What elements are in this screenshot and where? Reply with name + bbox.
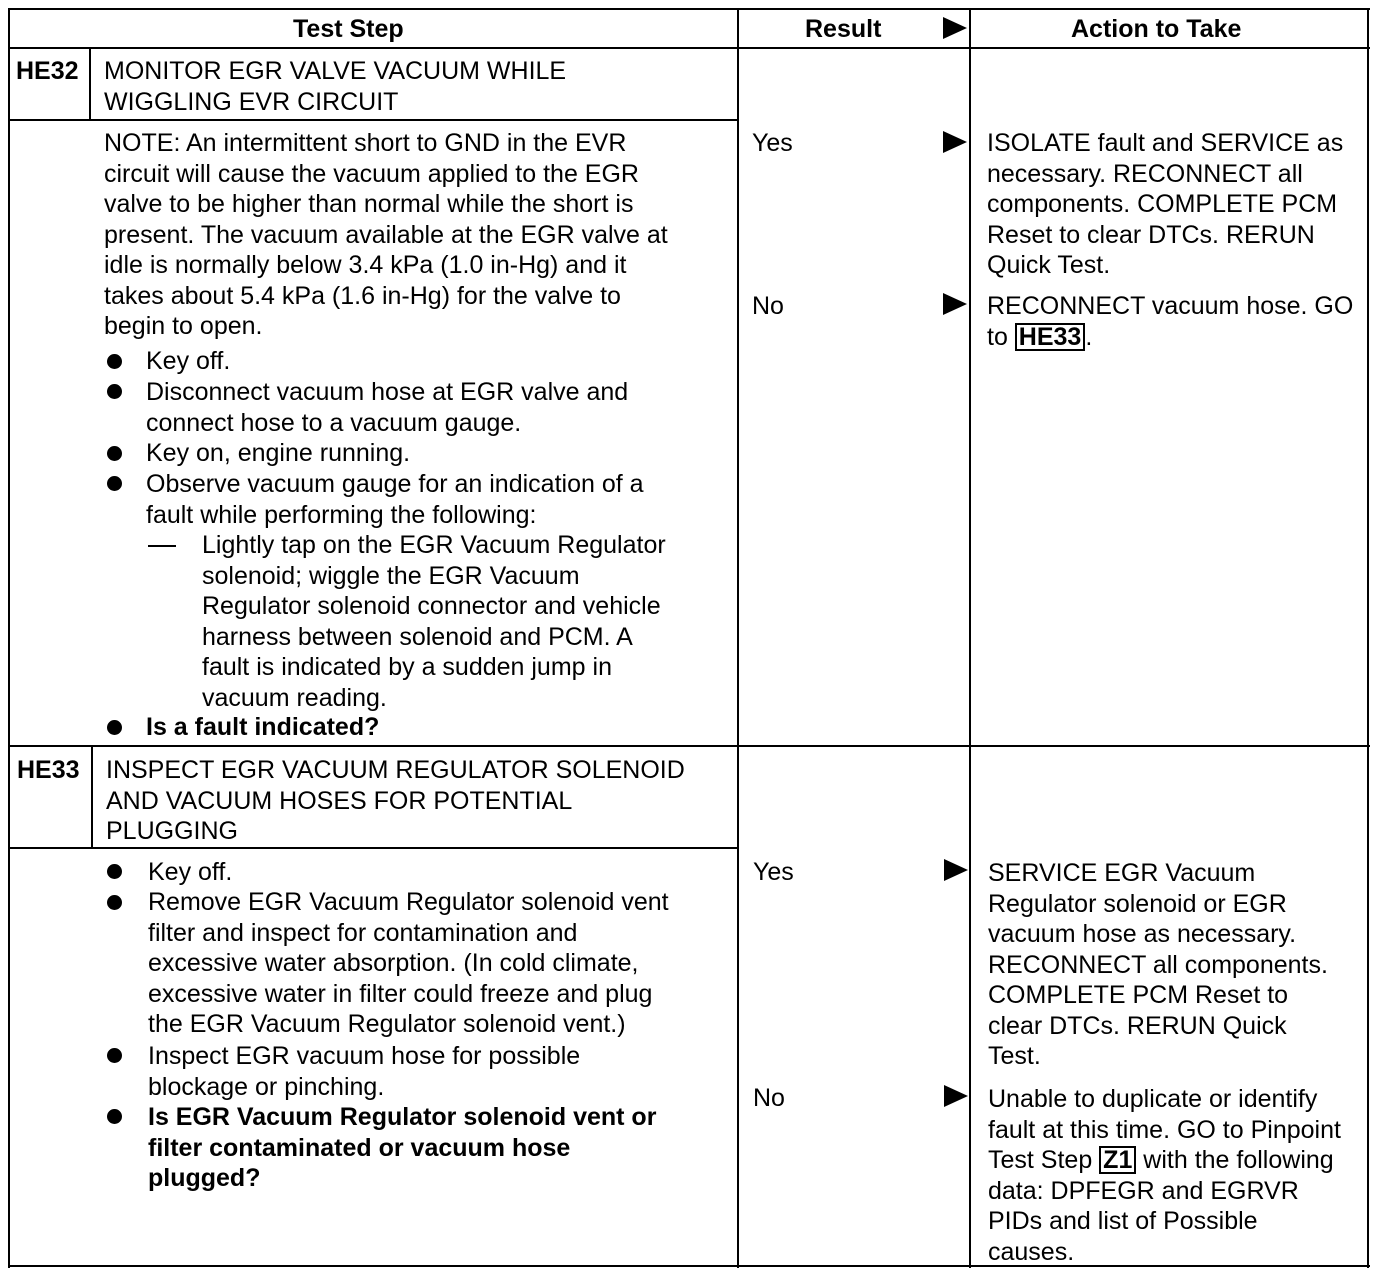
link-he33[interactable]: HE33 [1015,323,1086,351]
he33-title-line: INSPECT EGR VACUUM REGULATOR SOLENOID [106,756,685,784]
he32-bullet [146,469,644,530]
he33-question-line: Is EGR Vacuum Regulator solenoid vent or [148,1103,657,1131]
he32-question: Is a fault indicated? [146,713,380,741]
he32-note-line: present. The vacuum available at the EGR valve at [104,220,668,249]
he32-bullet-line: Observe vacuum gauge for an indication of a [146,470,644,498]
he32-sub-line: Lightly tap on the EGR Vacuum Regulator [202,531,666,559]
he33-result-yes: Yes [753,858,794,886]
he32-result-no: No [752,292,784,320]
result-arrow-icon [943,131,967,153]
he32-bullet [146,346,230,377]
he32-note [104,128,668,342]
dash-icon [148,545,176,547]
bullet-icon [107,720,122,735]
he33-yes-line: clear DTCs. RERUN Quick [988,1011,1287,1040]
he32-title-underline [8,119,738,121]
bullet-icon [107,1048,122,1063]
he33-bullet-line: Key off. [148,858,233,886]
he33-title-line: PLUGGING [106,817,238,845]
he33-no-line: PIDs and list of Possible [988,1207,1258,1235]
bullet-icon [107,354,122,369]
bullet-icon [107,864,122,879]
he32-note-line: NOTE: An intermittent short to GND in the EVR [104,129,627,157]
result-arrow-icon [944,859,968,881]
link-z1[interactable]: Z1 [1099,1146,1136,1174]
he33-no-line: data: DPFEGR and EGRVR [988,1176,1299,1205]
column-divider-result [737,8,739,1268]
result-arrow-icon [943,293,967,315]
he32-title [104,56,566,117]
he33-title-line: AND VACUUM HOSES FOR POTENTIAL [106,786,573,815]
table-border-right [1367,8,1369,1268]
he33-id-box-right [91,746,93,848]
bullet-icon [107,446,122,461]
he32-bullet-line: fault while performing the following: [146,500,537,529]
bullet-icon [107,384,122,399]
he33-bullet-line: Inspect EGR vacuum hose for possible [148,1042,581,1070]
he32-sub-line: Regulator solenoid connector and vehicle [202,592,661,620]
bullet-icon [107,895,122,910]
he33-no-pre: Test Step [988,1146,1100,1174]
he32-yes-line: Quick Test. [987,251,1111,279]
he32-yes-line: components. COMPLETE PCM [987,190,1338,218]
he33-bullet [148,1041,580,1102]
header-divider [8,47,1370,49]
he33-question [148,1102,656,1194]
he33-bullet-line: excessive water in filter could freeze and plug [148,979,653,1008]
he33-yes-line: Regulator solenoid or EGR [988,889,1287,918]
table-border-left [8,8,10,1268]
he32-sub-line: harness between solenoid and PCM. A [202,622,633,651]
he33-bullet-line: Remove EGR Vacuum Regulator solenoid vent [148,888,669,916]
he33-no-action [988,1084,1341,1267]
bullet-icon [107,1109,122,1124]
he33-bullet-line: filter and inspect for contamination and [148,918,578,947]
he32-title-line: WIGGLING EVR CIRCUIT [104,87,399,116]
step-divider [8,745,1370,747]
he32-no-action [987,291,1353,352]
he32-no-line [987,322,1353,353]
he33-bullet [148,857,232,888]
he33-no-line [988,1145,1341,1176]
header-result: Result [805,15,882,43]
he32-no-line: RECONNECT vacuum hose. GO [987,292,1354,320]
header-arrow-icon [943,17,967,39]
he32-note-line: takes about 5.4 kPa (1.6 in-Hg) for the valve to [104,281,621,310]
he32-bullet [146,438,410,469]
column-divider-action [969,8,971,1268]
he32-sub-line: solenoid; wiggle the EGR Vacuum [202,561,580,590]
he32-no-post: . [1085,322,1093,351]
he33-step-id: HE33 [17,756,80,784]
he32-title-line: MONITOR EGR VALVE VACUUM WHILE [104,57,567,85]
he33-no-line: Unable to duplicate or identify [988,1085,1318,1113]
he32-note-line: idle is normally below 3.4 kPa (1.0 in-Hg) and it [104,251,627,279]
he33-no-line: causes. [988,1237,1075,1266]
header-test-step: Test Step [293,15,404,43]
he32-bullet-line: connect hose to a vacuum gauge. [146,408,522,437]
he33-no-post: with the following [1136,1146,1334,1174]
he32-note-line: begin to open. [104,312,263,340]
he33-bullet-line: the EGR Vacuum Regulator solenoid vent.) [148,1010,626,1038]
he33-yes-line: Test. [988,1042,1041,1070]
he33-question-line: plugged? [148,1164,261,1192]
he32-sub-bullet [202,530,666,713]
result-arrow-icon [944,1085,968,1107]
he33-yes-line: vacuum hose as necessary. [988,920,1297,948]
he33-title-underline [8,847,738,849]
table-border-top [8,8,1370,10]
he33-title [106,755,685,847]
he32-bullet-line: Key on, engine running. [146,439,411,467]
he33-yes-action [988,858,1328,1072]
he33-result-no: No [753,1084,785,1112]
he33-bullet-line: excessive water absorption. (In cold climate, [148,949,639,977]
he33-yes-line: COMPLETE PCM Reset to [988,981,1289,1009]
he32-step-id: HE32 [16,57,79,85]
header-action: Action to Take [1071,15,1242,43]
he32-note-line: circuit will cause the vacuum applied to the EGR [104,159,639,188]
he32-yes-line: ISOLATE fault and SERVICE as [987,129,1344,157]
he32-sub-line: vacuum reading. [202,683,387,712]
he32-yes-line: Reset to clear DTCs. RERUN [987,220,1315,249]
he32-no-pre: to [987,322,1015,351]
bullet-icon [107,476,122,491]
he32-bullet [146,377,628,438]
he33-bullet [148,887,669,1040]
he33-bullet-line: blockage or pinching. [148,1072,385,1101]
he32-bullet-line: Key off. [146,347,231,375]
he32-id-box-right [89,48,91,120]
he33-question-line: filter contaminated or vacuum hose [148,1133,571,1162]
he32-sub-line: fault is indicated by a sudden jump in [202,653,612,681]
he32-result-yes: Yes [752,129,793,157]
he32-yes-line: necessary. RECONNECT all [987,159,1303,188]
he32-bullet-line: Disconnect vacuum hose at EGR valve and [146,378,629,406]
he33-no-line: fault at this time. GO to Pinpoint [988,1115,1341,1144]
he32-yes-action [987,128,1343,281]
he32-note-line: valve to be higher than normal while the short is [104,190,634,218]
he33-yes-line: RECONNECT all components. [988,950,1328,979]
he33-yes-line: SERVICE EGR Vacuum [988,859,1256,887]
